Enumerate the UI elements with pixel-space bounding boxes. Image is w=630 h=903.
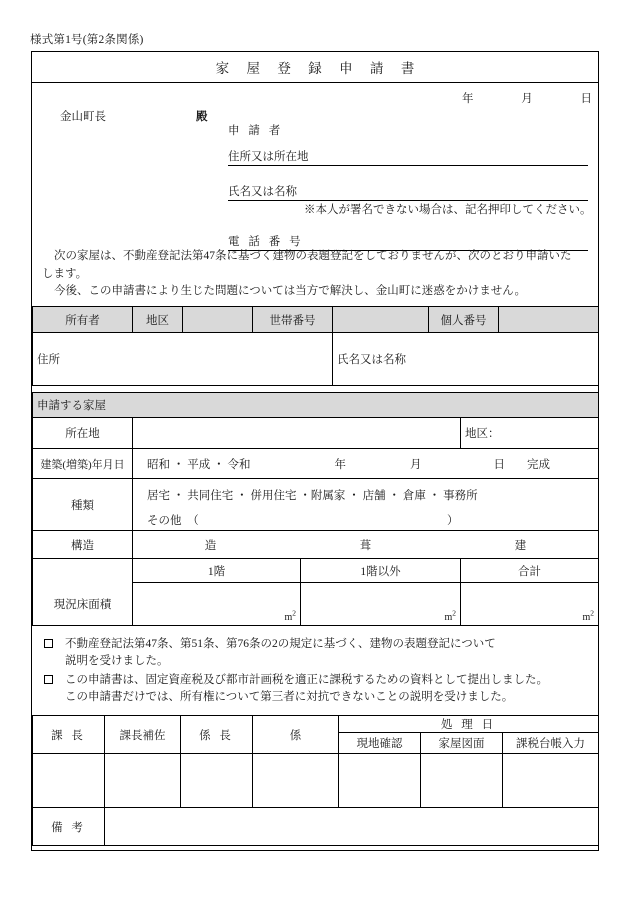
applicant-name-field[interactable]: 氏名又は名称 [228, 183, 588, 201]
built-month-label: 月 [410, 458, 422, 471]
remarks-row [33, 808, 599, 846]
body-line-1: 次の家屋は、不動産登記法第47条に基づく建物の表題登記をしておりませんが、次のとおり申請いた [54, 250, 572, 262]
area-value-row [33, 583, 599, 626]
approval-value-ledger-entry[interactable] [503, 754, 599, 808]
applicant-tel-field[interactable]: 電 話 番 号 [228, 233, 588, 251]
approval-col-kacho-hosa: 課長補佐 [105, 716, 181, 754]
process-sub-ledger-entry: 課税台帳入力 [503, 733, 599, 754]
approval-value-row [33, 754, 599, 808]
district-label: 地区 [133, 307, 183, 333]
structure-row [33, 531, 599, 559]
date-month-label: 月 [521, 93, 533, 105]
approval-value-site-check[interactable] [339, 754, 421, 808]
kind-value-cell[interactable] [133, 479, 599, 531]
checkbox-1-text [65, 636, 496, 670]
area-col-total: 合計 [461, 559, 599, 583]
approval-col-kakari: 係 [253, 716, 339, 754]
checkbox-1[interactable] [44, 639, 53, 648]
approval-value-kakari[interactable] [253, 754, 339, 808]
kind-other-row[interactable] [147, 512, 594, 528]
kind-other-close: ） [447, 515, 459, 527]
personal-number-value[interactable] [499, 307, 599, 333]
approval-value-kacho[interactable] [33, 754, 105, 808]
remarks-label: 備 考 [33, 808, 105, 846]
location-value[interactable] [133, 418, 461, 449]
location-label: 所在地 [33, 418, 133, 449]
date-day-label: 日 [580, 93, 592, 105]
checkbox-item-1[interactable] [40, 636, 592, 670]
process-sub-house-plan: 家屋図面 [421, 733, 503, 754]
area-unit-1f: $m^2$ [284, 608, 296, 623]
addressee-honorific: 殿 [196, 111, 208, 123]
structure-zo-label: 造 [204, 539, 217, 552]
built-year-label: 年 [334, 458, 346, 471]
location-row [33, 418, 599, 449]
owner-table [32, 306, 599, 386]
structure-tate-label: 建 [514, 539, 527, 552]
household-number-value[interactable] [333, 307, 429, 333]
property-section-label: 申請する家屋 [33, 393, 599, 418]
built-date-row [33, 449, 599, 479]
applicant-label: 申 請 者 [228, 125, 284, 137]
property-district-cell[interactable]: 地区： [461, 418, 599, 449]
area-header-row [33, 559, 599, 583]
kind-row [33, 479, 599, 531]
built-date-label: 建築(増築)年月日 [33, 449, 133, 479]
kind-label: 種類 [33, 479, 133, 531]
approval-col-kakaricho: 係 長 [181, 716, 253, 754]
personal-number-label: 個人番号 [429, 307, 499, 333]
applicant-address-field[interactable]: 住所又は所在地 [228, 148, 588, 166]
owner-name-cell[interactable]: 氏名又は名称 [333, 333, 599, 386]
body-paragraph [42, 248, 590, 301]
structure-value-cell[interactable] [133, 531, 599, 559]
owner-header-row [33, 307, 599, 333]
approval-value-kakaricho[interactable] [181, 754, 253, 808]
date-line [462, 90, 592, 106]
structure-fuki-label: 葺 [359, 539, 372, 552]
property-table [32, 392, 599, 626]
area-value-1f[interactable] [133, 583, 301, 626]
district-value[interactable] [183, 307, 253, 333]
owner-address-cell[interactable]: 住所 [33, 333, 333, 386]
area-col-other: 1階以外 [301, 559, 461, 583]
signature-note: ※本人が署名できない場合は、記名押印してください。 [304, 204, 592, 216]
form-outer-frame [31, 51, 599, 851]
process-sub-site-check: 現地確認 [339, 733, 421, 754]
built-date-value[interactable] [133, 449, 599, 479]
household-number-label: 世帯番号 [253, 307, 333, 333]
body-line-2: します。 [42, 267, 88, 280]
checkbox-2-line-1: この申請書は、固定資産税及び都市計画税を適正に課税するための資料として提出しました。 [65, 674, 548, 686]
body-line-3: 今後、この申請書により生じた問題については当方で解決し、金山町に迷惑をかけません。 [54, 285, 526, 297]
remarks-value[interactable] [105, 808, 599, 846]
structure-label: 構造 [33, 531, 133, 559]
addressee-mayor: 金山町長 [60, 111, 106, 123]
property-section-header [33, 393, 599, 418]
checkbox-2-line-2: この申請書だけでは、所有権について第三者に対抗できないことの説明を受けました。 [65, 691, 514, 703]
area-unit-other: $m^2$ [444, 608, 456, 623]
era-options[interactable]: 昭和 ・ 平成 ・ 令和 [147, 458, 251, 471]
approval-value-kacho-hosa[interactable] [105, 754, 181, 808]
checkbox-2[interactable] [44, 675, 53, 684]
page-title: 家 屋 登 録 申 請 書 [215, 61, 422, 76]
approval-table [32, 715, 599, 846]
title-row [32, 52, 598, 83]
checkbox-1-line-2: 説明を受けました。 [65, 655, 169, 667]
built-complete-label: 完成 [527, 458, 550, 471]
approval-value-house-plan[interactable] [421, 754, 503, 808]
area-value-total[interactable] [461, 583, 599, 626]
form-code: 様式第1号(第2条関係) [30, 34, 144, 46]
approval-col-kacho: 課 長 [33, 716, 105, 754]
approval-header-row-1 [33, 716, 599, 733]
owner-detail-row [33, 333, 599, 386]
area-label-spacer [33, 559, 133, 583]
owner-label: 所有者 [33, 307, 133, 333]
checkbox-1-line-1: 不動産登記法第47条、第51条、第76条の2の規定に基づく、建物の表題登記について [65, 638, 496, 650]
built-day-label: 日 [493, 458, 505, 471]
area-unit-total: $m^2$ [582, 608, 594, 623]
kind-other-label[interactable]: その他 （ [147, 515, 199, 527]
date-year-label: 年 [462, 93, 474, 105]
area-label: 現況床面積 [33, 583, 133, 626]
process-date-label: 処 理 日 [339, 716, 599, 733]
checkbox-2-text [65, 672, 548, 706]
area-col-1f: 1階 [133, 559, 301, 583]
kind-options[interactable]: 居宅 ・ 共同住宅 ・ 併用住宅 ・附属家 ・ 店舗 ・ 倉庫 ・ 事務所 [147, 490, 478, 502]
area-value-other[interactable] [301, 583, 461, 626]
checkbox-item-2[interactable] [40, 672, 592, 706]
